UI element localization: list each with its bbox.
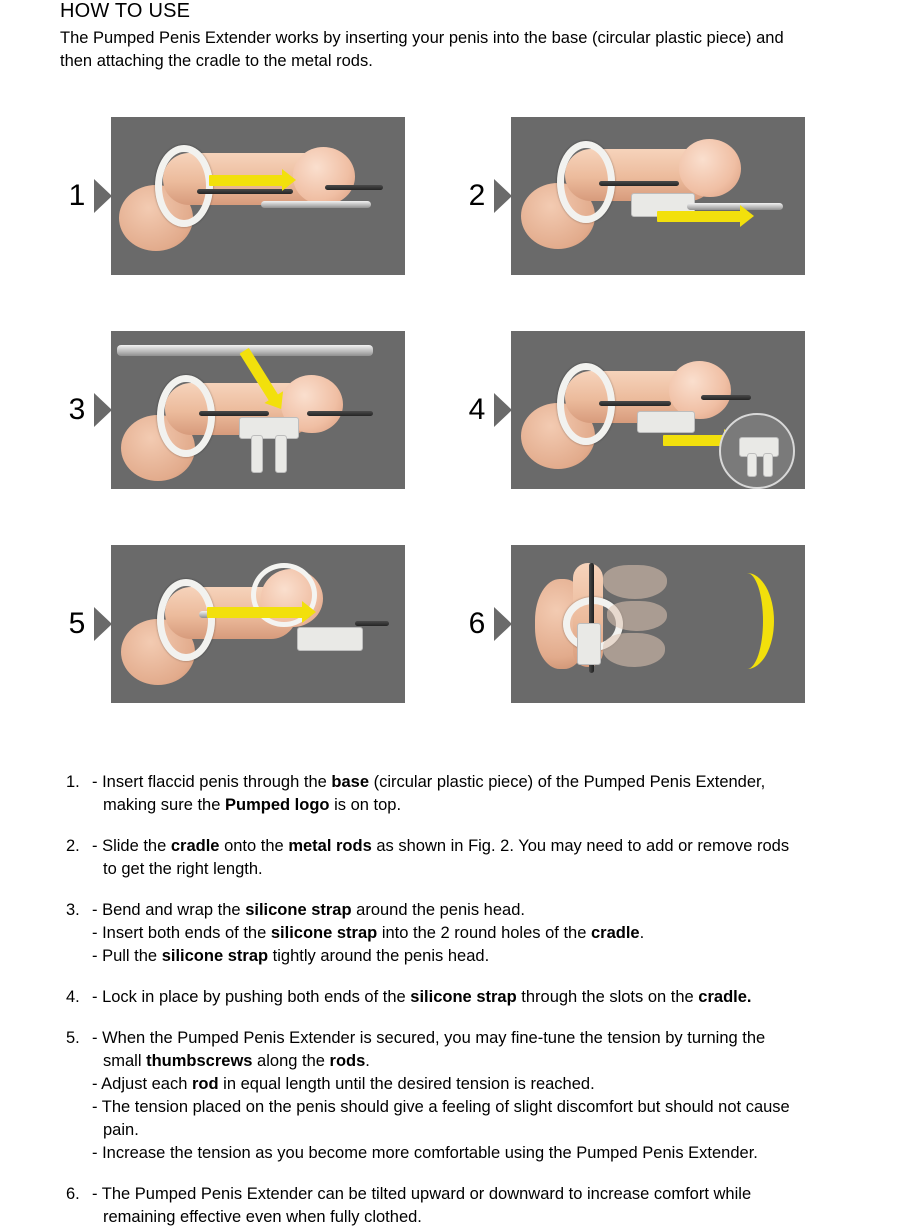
base-ring	[157, 375, 215, 457]
figure-5	[60, 545, 410, 703]
hand-illustration	[607, 601, 667, 631]
step-number: 6.	[66, 1185, 80, 1203]
direction-arrow-icon	[657, 211, 741, 222]
step-body	[92, 1183, 840, 1229]
step-line: - The Pumped Penis Extender can be tilted upward or downward to increase comfort while remaining effective even when fully clothed.	[92, 1185, 752, 1226]
list-item	[60, 1027, 840, 1165]
rod	[687, 203, 783, 210]
rod	[599, 181, 679, 186]
rod	[199, 411, 269, 416]
hand-illustration	[603, 565, 667, 599]
rod	[325, 185, 383, 190]
arrow-marker-icon	[494, 393, 512, 427]
step-number: 5.	[66, 1029, 80, 1047]
step-line: - Slide the cradle onto the metal rods as shown in Fig. 2. You may need to add or remove rods to get the right length.	[92, 837, 790, 878]
list-item	[60, 835, 840, 881]
step-number: 4.	[66, 988, 80, 1006]
figure-3	[60, 331, 410, 489]
list-item	[60, 771, 840, 817]
arrow-marker-icon	[94, 179, 112, 213]
list-item	[60, 899, 840, 968]
list-item	[60, 1183, 840, 1229]
direction-arrow-icon	[207, 607, 303, 618]
step-line: - Insert both ends of the silicone strap into the 2 round holes of the cradle.	[92, 924, 645, 942]
hand-illustration	[603, 633, 665, 667]
step-line: - Insert flaccid penis through the base (circular plastic piece) of the Pumped Penis Extender, making sure the Pumped logo is on top.	[92, 773, 766, 814]
step-body	[92, 899, 840, 968]
arrow-marker-icon	[94, 607, 112, 641]
intro-paragraph: The Pumped Penis Extender works by inserting your penis into the base (circular plastic piece) and then attaching the cradle to the metal rods.	[60, 29, 784, 70]
step-line: - Lock in place by pushing both ends of the silicone strap through the slots on the cradle.	[92, 988, 752, 1006]
figure-grid	[60, 117, 840, 735]
step-number: 1.	[66, 773, 80, 791]
direction-arrow-icon	[209, 175, 283, 186]
figure-image-6	[511, 545, 805, 703]
step-number: 3.	[66, 901, 80, 919]
figure-image-2	[511, 117, 805, 275]
figure-number: 1	[68, 179, 86, 212]
arrow-marker-icon	[494, 179, 512, 213]
step-number: 2.	[66, 837, 80, 855]
figure-6	[410, 545, 840, 703]
detail-inset	[719, 413, 795, 489]
cradle-prong	[747, 453, 757, 477]
instruction-list	[60, 771, 840, 1229]
step-line: - Increase the tension as you become more comfortable using the Pumped Penis Extender.	[92, 1144, 758, 1162]
anatomy-shape	[679, 139, 741, 197]
rod	[599, 401, 671, 406]
figure-image-4	[511, 331, 805, 489]
rod	[261, 201, 371, 208]
step-line: - Adjust each rod in equal length until the desired tension is reached.	[92, 1075, 595, 1093]
cradle	[739, 437, 779, 457]
figure-number: 2	[468, 179, 486, 212]
figure-image-5	[111, 545, 405, 703]
cradle	[577, 623, 601, 665]
cradle-prong	[275, 435, 287, 473]
figure-number: 4	[468, 393, 486, 426]
cradle	[297, 627, 363, 651]
cradle-prong	[251, 435, 263, 473]
rod	[701, 395, 751, 400]
direction-arrow-icon	[663, 435, 725, 446]
figure-4	[410, 331, 840, 489]
cradle	[239, 417, 299, 439]
step-line: - The tension placed on the penis should give a feeling of slight discomfort but should not cause pain.	[92, 1098, 790, 1139]
rod	[197, 189, 293, 194]
figure-1	[60, 117, 410, 275]
step-body	[92, 835, 840, 881]
base-ring	[155, 145, 213, 227]
figure-number: 6	[468, 607, 486, 640]
cradle	[637, 411, 695, 433]
step-line: - Pull the silicone strap tightly around the penis head.	[92, 947, 490, 965]
figure-number: 3	[68, 393, 86, 426]
base-ring	[157, 579, 215, 661]
step-body	[92, 771, 840, 817]
rod	[307, 411, 373, 416]
direction-arrow-icon	[729, 573, 774, 669]
step-body	[92, 1027, 840, 1165]
list-item	[60, 986, 840, 1009]
rod	[355, 621, 389, 626]
arrow-marker-icon	[494, 607, 512, 641]
figure-image-1	[111, 117, 405, 275]
page-title: HOW TO USE	[60, 0, 191, 22]
figure-number: 5	[68, 607, 86, 640]
figure-2	[410, 117, 840, 275]
cradle-prong	[763, 453, 773, 477]
step-line: - Bend and wrap the silicone strap around the penis head.	[92, 901, 525, 919]
anatomy-shape	[293, 147, 355, 205]
figure-image-3	[111, 331, 405, 489]
step-body	[92, 986, 840, 1009]
arrow-marker-icon	[94, 393, 112, 427]
step-line: - When the Pumped Penis Extender is secured, you may fine-tune the tension by turning the small thumbscrews along the rods.	[92, 1029, 766, 1070]
